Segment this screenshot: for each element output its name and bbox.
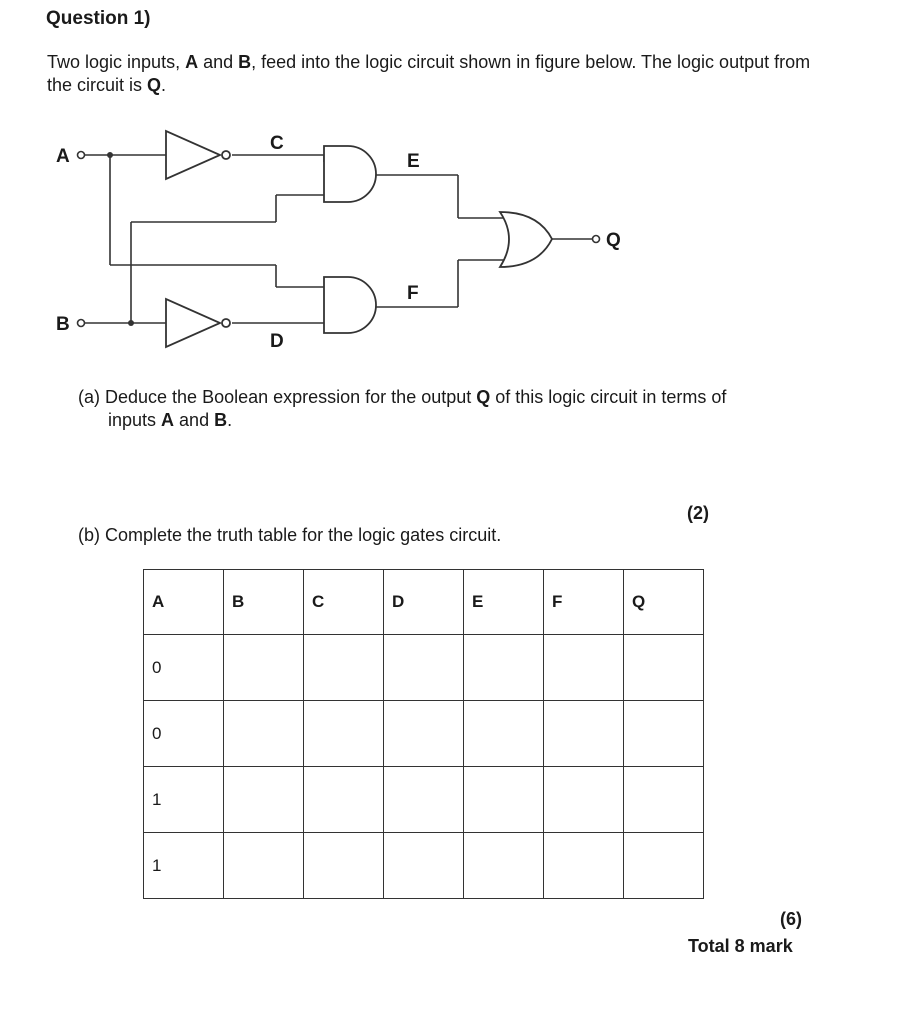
part-a-input-a: A bbox=[161, 410, 175, 430]
header-a: A bbox=[144, 570, 224, 635]
header-b: B bbox=[224, 570, 304, 635]
cell-f[interactable] bbox=[544, 833, 624, 899]
cell-e[interactable] bbox=[464, 635, 544, 701]
intro-text-2: and bbox=[198, 52, 239, 72]
part-b-marks: (6) bbox=[780, 909, 802, 929]
part-a-marks: (2) bbox=[687, 503, 709, 523]
cell-d[interactable] bbox=[384, 767, 464, 833]
label-output-q: Q bbox=[606, 230, 621, 251]
total-marks: Total 8 mark bbox=[688, 936, 793, 956]
part-a-input-b: B bbox=[214, 410, 228, 430]
and-gate-bottom bbox=[324, 277, 376, 333]
header-e: E bbox=[464, 570, 544, 635]
part-a-text-5: . bbox=[227, 410, 233, 430]
question-intro bbox=[47, 51, 827, 97]
not-gate-bottom bbox=[166, 299, 230, 347]
intro-input-a: A bbox=[185, 52, 199, 72]
cell-e[interactable] bbox=[464, 833, 544, 899]
cell-d[interactable] bbox=[384, 701, 464, 767]
part-b-question: (b) Complete the truth table for the logic gates circuit. bbox=[78, 525, 502, 545]
header-c: C bbox=[304, 570, 384, 635]
cell-q[interactable] bbox=[624, 833, 704, 899]
cell-b[interactable] bbox=[224, 767, 304, 833]
cell-b[interactable] bbox=[224, 635, 304, 701]
junction-a bbox=[107, 152, 113, 158]
cell-b[interactable] bbox=[224, 701, 304, 767]
or-gate bbox=[500, 212, 552, 267]
circuit-svg bbox=[40, 115, 650, 365]
cell-a: 0 bbox=[144, 701, 224, 767]
table-row bbox=[144, 767, 704, 833]
label-node-d: D bbox=[270, 331, 284, 352]
cell-c[interactable] bbox=[304, 635, 384, 701]
cell-c[interactable] bbox=[304, 701, 384, 767]
intro-text-1: Two logic inputs, bbox=[47, 52, 186, 72]
label-node-f: F bbox=[407, 283, 419, 304]
cell-q[interactable] bbox=[624, 767, 704, 833]
header-q: Q bbox=[624, 570, 704, 635]
header-d: D bbox=[384, 570, 464, 635]
cell-q[interactable] bbox=[624, 635, 704, 701]
cell-c[interactable] bbox=[304, 833, 384, 899]
intro-output-q: Q bbox=[147, 75, 162, 95]
not-gate-top bbox=[166, 131, 230, 179]
cell-e[interactable] bbox=[464, 701, 544, 767]
cell-e[interactable] bbox=[464, 767, 544, 833]
header-f: F bbox=[544, 570, 624, 635]
input-a-terminal bbox=[78, 152, 85, 159]
cell-f[interactable] bbox=[544, 635, 624, 701]
input-b-terminal bbox=[78, 320, 85, 327]
part-a-output-q: Q bbox=[476, 387, 491, 407]
part-a-text-3: inputs bbox=[108, 410, 162, 430]
truth-table bbox=[143, 569, 704, 899]
table-row bbox=[144, 635, 704, 701]
label-node-e: E bbox=[407, 151, 420, 172]
cell-c[interactable] bbox=[304, 767, 384, 833]
cell-q[interactable] bbox=[624, 701, 704, 767]
cell-a: 0 bbox=[144, 635, 224, 701]
table-row bbox=[144, 701, 704, 767]
cell-d[interactable] bbox=[384, 833, 464, 899]
part-a-line-2 bbox=[78, 409, 818, 432]
question-title: Question 1) bbox=[46, 8, 151, 29]
cell-a: 1 bbox=[144, 833, 224, 899]
part-a-question bbox=[78, 386, 818, 432]
intro-input-b: B bbox=[238, 52, 252, 72]
logic-circuit-diagram bbox=[40, 115, 650, 365]
output-q-terminal bbox=[593, 236, 600, 243]
table-row bbox=[144, 833, 704, 899]
label-input-a: A bbox=[56, 146, 70, 167]
cell-f[interactable] bbox=[544, 767, 624, 833]
cell-d[interactable] bbox=[384, 635, 464, 701]
part-a-text-2: of this logic circuit in terms of bbox=[490, 387, 727, 407]
cell-f[interactable] bbox=[544, 701, 624, 767]
and-gate-top bbox=[324, 146, 376, 202]
part-a-text-1: (a) Deduce the Boolean expression for the output bbox=[78, 387, 477, 407]
part-a-text-4: and bbox=[174, 410, 215, 430]
cell-b[interactable] bbox=[224, 833, 304, 899]
truth-table-header-row bbox=[144, 570, 704, 635]
label-node-c: C bbox=[270, 133, 284, 154]
cell-a: 1 bbox=[144, 767, 224, 833]
intro-text-4: . bbox=[161, 75, 167, 95]
intro-text-3: , feed into the logic circuit shown in figure below. The logic output from the circuit is bbox=[47, 52, 811, 95]
label-input-b: B bbox=[56, 314, 70, 335]
junction-b bbox=[128, 320, 134, 326]
